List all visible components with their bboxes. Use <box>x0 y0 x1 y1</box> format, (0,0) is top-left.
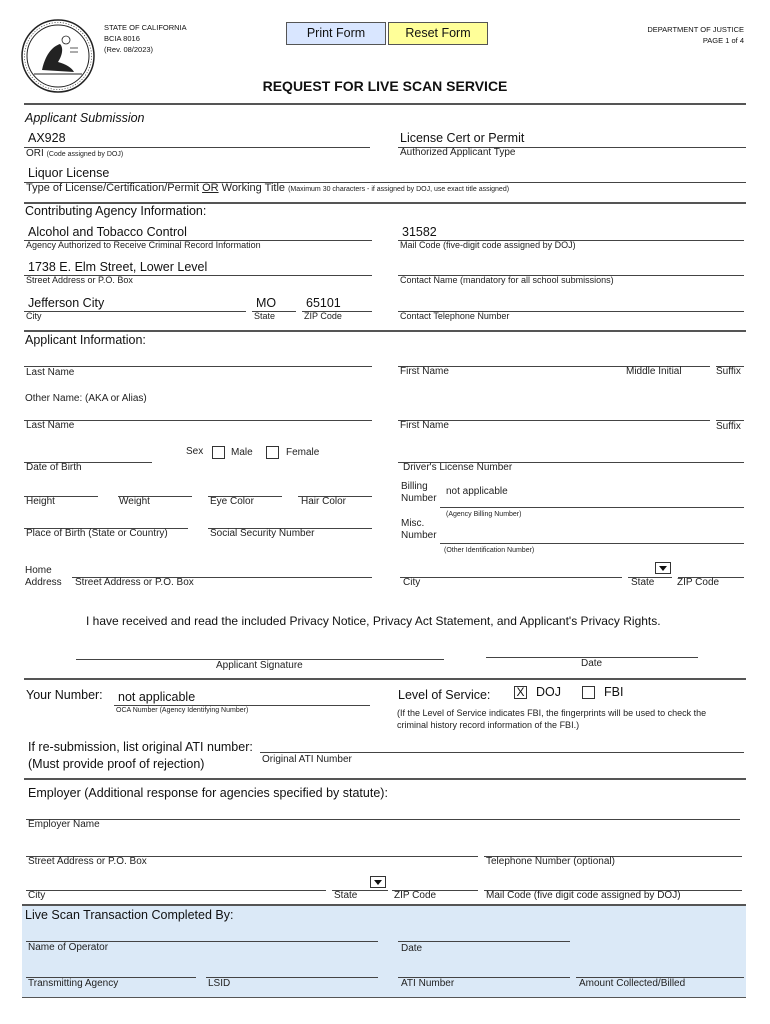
aka-first-name-label: First Name <box>400 420 449 431</box>
home-street-label: Street Address or P.O. Box <box>75 577 194 588</box>
billing-number-field[interactable]: not applicable <box>446 486 508 497</box>
agency-field[interactable]: Alcohol and Tobacco Control <box>28 225 187 239</box>
form-id-block <box>104 22 187 55</box>
fbi-note: (If the Level of Service indicates FBI, the fingerprints will be used to check the criminal history record information of the FBI.) <box>397 708 707 730</box>
print-form-button[interactable]: Print Form <box>286 22 386 45</box>
drivers-license-label: Driver's License Number <box>403 462 513 473</box>
male-checkbox[interactable] <box>212 446 225 459</box>
height-label: Height <box>26 496 55 507</box>
agency-label: Agency Authorized to Receive Criminal Record Information <box>26 240 261 250</box>
contact-phone-label: Contact Telephone Number <box>400 311 510 321</box>
oca-number-note: OCA Number (Agency Identifying Number) <box>116 707 249 714</box>
live-scan-date-label: Date <box>401 943 423 954</box>
privacy-statement: I have received and read the included Privacy Notice, Privacy Act Statement, and Applicant's Privacy Rights. <box>86 614 661 628</box>
employer-state-label: State <box>334 890 358 901</box>
billing-number-label: Billing Number <box>401 481 437 504</box>
ori-label: ORI (Code assigned by DOJ) <box>26 148 124 159</box>
other-name-label: Other Name: (AKA or Alias) <box>25 393 147 404</box>
signature-date-label: Date <box>581 658 603 669</box>
form-revision: (Rev. 08/2023) <box>104 45 154 54</box>
employer-phone-label: Telephone Number (optional) <box>486 856 615 867</box>
doj-label: DOJ <box>536 685 561 699</box>
hair-color-label: Hair Color <box>301 496 347 507</box>
applicant-type-label: Authorized Applicant Type <box>400 147 516 158</box>
transmitting-agency-label: Transmitting Agency <box>28 978 119 989</box>
applicant-info-heading: Applicant Information: <box>25 333 146 347</box>
mail-code-label: Mail Code (five-digit code assigned by DOJ) <box>400 240 576 250</box>
first-name-label: First Name <box>400 366 449 377</box>
signature-label: Applicant Signature <box>216 660 303 671</box>
doj-checkbox[interactable]: X <box>514 686 527 699</box>
misc-number-note: (Other Identification Number) <box>444 547 535 554</box>
weight-label: Weight <box>119 496 150 507</box>
lsid-label: LSID <box>208 978 231 989</box>
employer-state-dropdown[interactable] <box>370 876 386 888</box>
reset-form-button[interactable]: Reset Form <box>388 22 488 45</box>
home-address-label: Home Address <box>25 565 62 588</box>
your-number-field[interactable]: not applicable <box>118 690 196 704</box>
fbi-checkbox[interactable] <box>582 686 595 699</box>
license-type-label: Type of License/Certification/Permit OR Working Title (Maximum 30 characters - if assigned by DOJ, use exact title assigned) <box>26 182 510 194</box>
live-scan-heading: Live Scan Transaction Completed By: <box>25 908 234 922</box>
dob-label: Date of Birth <box>26 462 82 473</box>
billing-number-note: (Agency Billing Number) <box>446 511 522 518</box>
agency-street-field[interactable]: 1738 E. Elm Street, Lower Level <box>28 260 208 274</box>
ssn-label: Social Security Number <box>210 528 315 539</box>
original-ati-label: Original ATI Number <box>262 754 352 765</box>
aka-last-name-label: Last Name <box>26 420 75 431</box>
ori-field[interactable]: AX928 <box>28 131 66 145</box>
applicant-submission-heading: Applicant Submission <box>25 111 145 125</box>
state-label: STATE OF CALIFORNIA <box>104 23 187 32</box>
male-label: Male <box>231 447 253 458</box>
employer-street-label: Street Address or P.O. Box <box>28 856 147 867</box>
home-zip-label: ZIP Code <box>677 577 720 588</box>
applicant-type-field[interactable]: License Cert or Permit <box>400 131 525 145</box>
home-state-label: State <box>631 577 655 588</box>
agency-state-field[interactable]: MO <box>256 296 277 310</box>
suffix-label: Suffix <box>716 366 741 377</box>
agency-city-label: City <box>26 311 42 321</box>
fbi-label: FBI <box>604 685 624 699</box>
middle-initial-label: Middle Initial <box>626 366 682 377</box>
home-city-label: City <box>403 577 421 588</box>
female-label: Female <box>286 447 320 458</box>
misc-number-label: Misc. Number <box>401 518 437 541</box>
place-of-birth-label: Place of Birth (State or Country) <box>26 528 168 539</box>
your-number-label: Your Number: <box>26 688 103 702</box>
agency-state-label: State <box>254 311 276 321</box>
employer-city-label: City <box>28 890 46 901</box>
employer-mail-code-label: Mail Code (five digit code assigned by DOJ) <box>486 890 681 901</box>
agency-street-label: Street Address or P.O. Box <box>26 275 133 285</box>
operator-name-label: Name of Operator <box>28 942 109 953</box>
department-label: DEPARTMENT OF JUSTICE <box>647 25 744 34</box>
department-block <box>647 24 744 46</box>
mail-code-field[interactable]: 31582 <box>402 225 437 239</box>
female-checkbox[interactable] <box>266 446 279 459</box>
eye-color-label: Eye Color <box>210 496 254 507</box>
employer-zip-label: ZIP Code <box>394 890 437 901</box>
agency-city-field[interactable]: Jefferson City <box>28 296 105 310</box>
ati-number-label: ATI Number <box>401 978 455 989</box>
resubmission-label: If re-submission, list original ATI number: (Must provide proof of rejection) <box>28 740 253 771</box>
sex-label: Sex <box>186 446 204 457</box>
amount-collected-label: Amount Collected/Billed <box>579 978 686 989</box>
level-of-service-label: Level of Service: <box>398 688 491 702</box>
license-type-field[interactable]: Liquor License <box>28 166 110 180</box>
contributing-agency-heading: Contributing Agency Information: <box>25 204 207 218</box>
page-number: PAGE 1 of 4 <box>702 36 744 45</box>
agency-zip-field[interactable]: 65101 <box>306 296 341 310</box>
employer-heading: Employer (Additional response for agencies specified by statute): <box>28 786 388 800</box>
form-number: BCIA 8016 <box>104 34 140 43</box>
employer-name-label: Employer Name <box>28 819 100 830</box>
home-state-dropdown[interactable] <box>655 562 671 574</box>
agency-zip-label: ZIP Code <box>304 311 342 321</box>
contact-name-label: Contact Name (mandatory for all school submissions) <box>400 275 614 285</box>
page-title: REQUEST FOR LIVE SCAN SERVICE <box>262 78 508 94</box>
last-name-label: Last Name <box>26 367 75 378</box>
aka-suffix-label: Suffix <box>716 421 741 432</box>
